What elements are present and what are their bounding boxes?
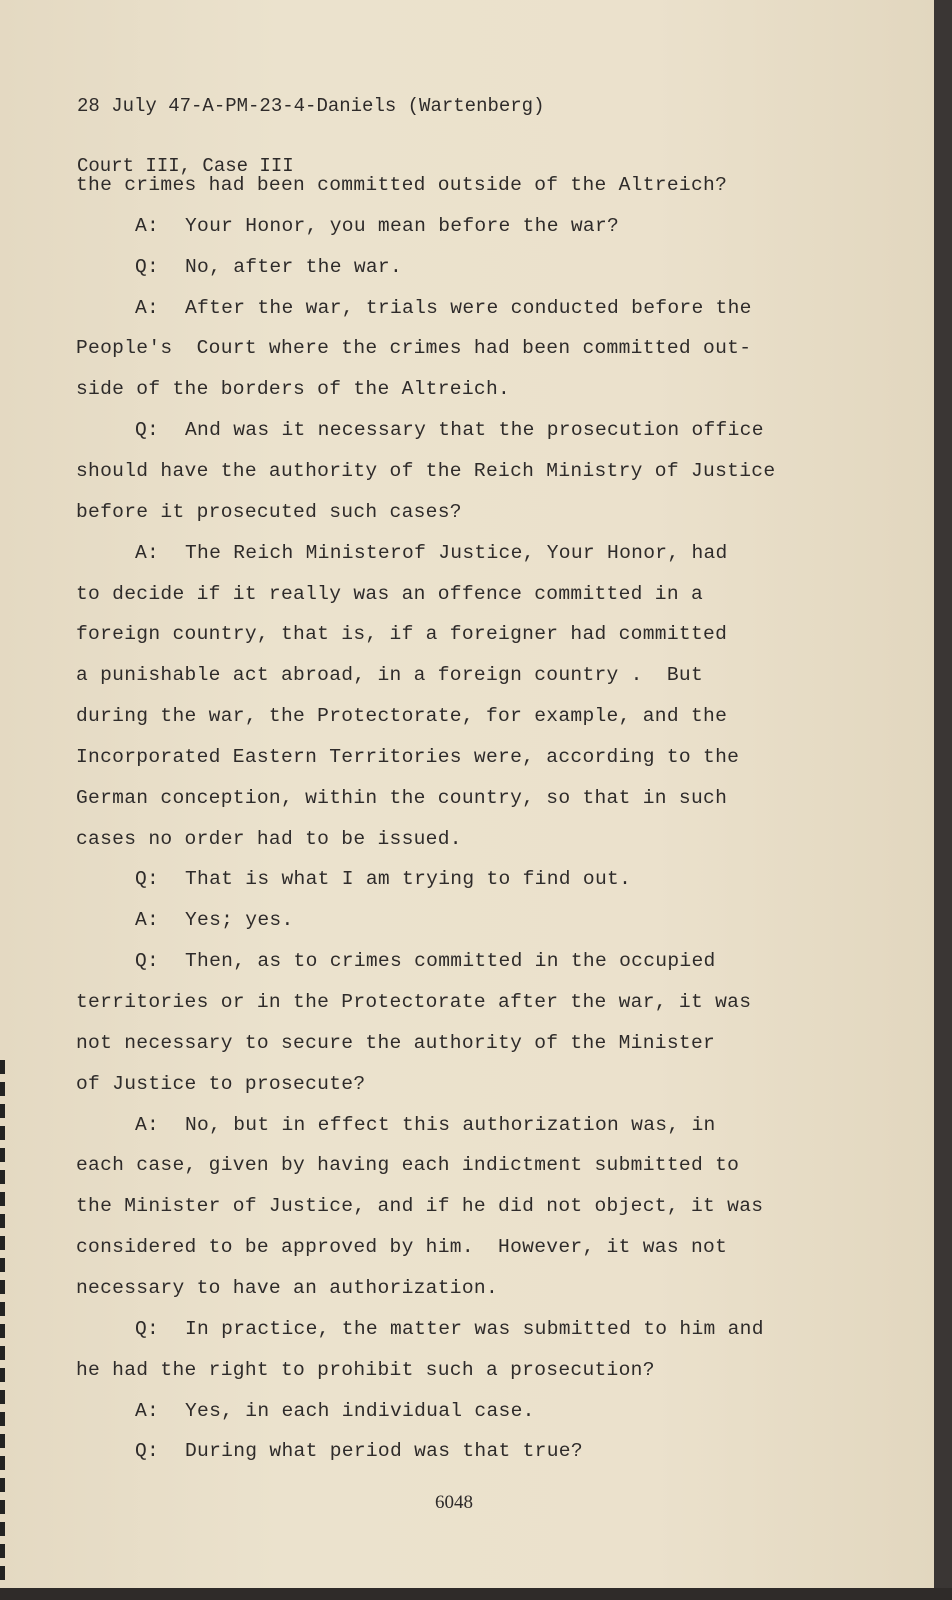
- transcript-line: During what period was that true?: [185, 1440, 583, 1463]
- transcript-line: should have the authority of the Reich Ministry of Justice: [76, 459, 776, 482]
- transcript-line: of Justice to prosecute?: [76, 1072, 366, 1095]
- transcript-line: a punishable act abroad, in a foreign country . But: [76, 664, 704, 687]
- transcript-line: territories or in the Protectorate after the war, it was: [76, 991, 752, 1013]
- transcript-line: cases no order had to be issued.: [76, 827, 462, 850]
- transcript-line: No, after the war.: [185, 255, 403, 278]
- transcript-line: People's Court where the crimes had been committed out-: [76, 337, 752, 360]
- speaker-label: A:: [135, 1399, 160, 1422]
- transcript-line: Your Honor, you mean before the war?: [185, 214, 620, 237]
- speaker-label: A:: [135, 296, 160, 319]
- transcript-line: Then, as to crimes committed in the occupied: [185, 950, 716, 973]
- transcript-line: side of the borders of the Altreich.: [76, 378, 511, 401]
- speaker-label: Q:: [135, 255, 160, 278]
- speaker-label: A:: [135, 1113, 160, 1136]
- speaker-label: Q:: [135, 950, 160, 973]
- header-line-2: Court III, Case III: [77, 155, 294, 177]
- transcript-line: No, but in effect this authorization was, in: [185, 1113, 716, 1136]
- transcript-line: foreign country, that is, if a foreigner had committed: [76, 623, 728, 646]
- speaker-label: Q:: [135, 1317, 160, 1340]
- transcript-line: Yes; yes.: [185, 909, 294, 932]
- speaker-label: Q:: [135, 868, 160, 891]
- transcript-line: After the war, trials were conducted before the: [185, 296, 752, 319]
- transcript-line: Incorporated Eastern Territories were, according to the: [76, 745, 740, 768]
- transcript-line: he had the right to prohibit such a prosecution?: [76, 1358, 655, 1381]
- scan-edge-left: [0, 1060, 5, 1580]
- speaker-label: A:: [135, 541, 160, 564]
- speaker-label: A:: [135, 909, 160, 932]
- speaker-label: Q:: [135, 1440, 160, 1463]
- header-line-1: 28 July 47-A-PM-23-4-Daniels (Wartenberg): [77, 95, 545, 117]
- transcript-line: to decide if it really was an offence committed in a: [76, 582, 704, 605]
- transcript-line: Yes, in each individual case.: [185, 1399, 535, 1422]
- speaker-label: A:: [135, 214, 160, 237]
- transcript-line: before it prosecuted such cases?: [76, 500, 462, 523]
- transcript-line: And was it necessary that the prosecution office: [185, 419, 764, 442]
- page-number: 6048: [435, 1492, 473, 1513]
- speaker-label: Q:: [135, 419, 160, 442]
- transcript-line: German conception, within the country, so that in such: [76, 786, 728, 809]
- transcript-line: In practice, the matter was submitted to him and: [185, 1317, 764, 1340]
- scan-edge-bottom: [0, 1588, 952, 1600]
- transcript-line: considered to be approved by him. However, it was not: [76, 1236, 728, 1259]
- transcript-line: during the war, the Protectorate, for example, and the: [76, 705, 728, 728]
- transcript-line: That is what I am trying to find out.: [185, 868, 632, 891]
- transcript-line: not necessary to secure the authority of the Minister: [76, 1031, 716, 1054]
- transcript-line: necessary to have an authorization.: [76, 1276, 499, 1299]
- transcript-line: the crimes had been committed outside of the Altreich?: [76, 174, 728, 196]
- transcript-line: each case, given by having each indictment submitted to: [76, 1154, 740, 1177]
- scan-edge-right: [934, 0, 952, 1600]
- transcript-line: The Reich Ministerof Justice, Your Honor, had: [185, 541, 728, 564]
- transcript-line: the Minister of Justice, and if he did not object, it was: [76, 1195, 764, 1218]
